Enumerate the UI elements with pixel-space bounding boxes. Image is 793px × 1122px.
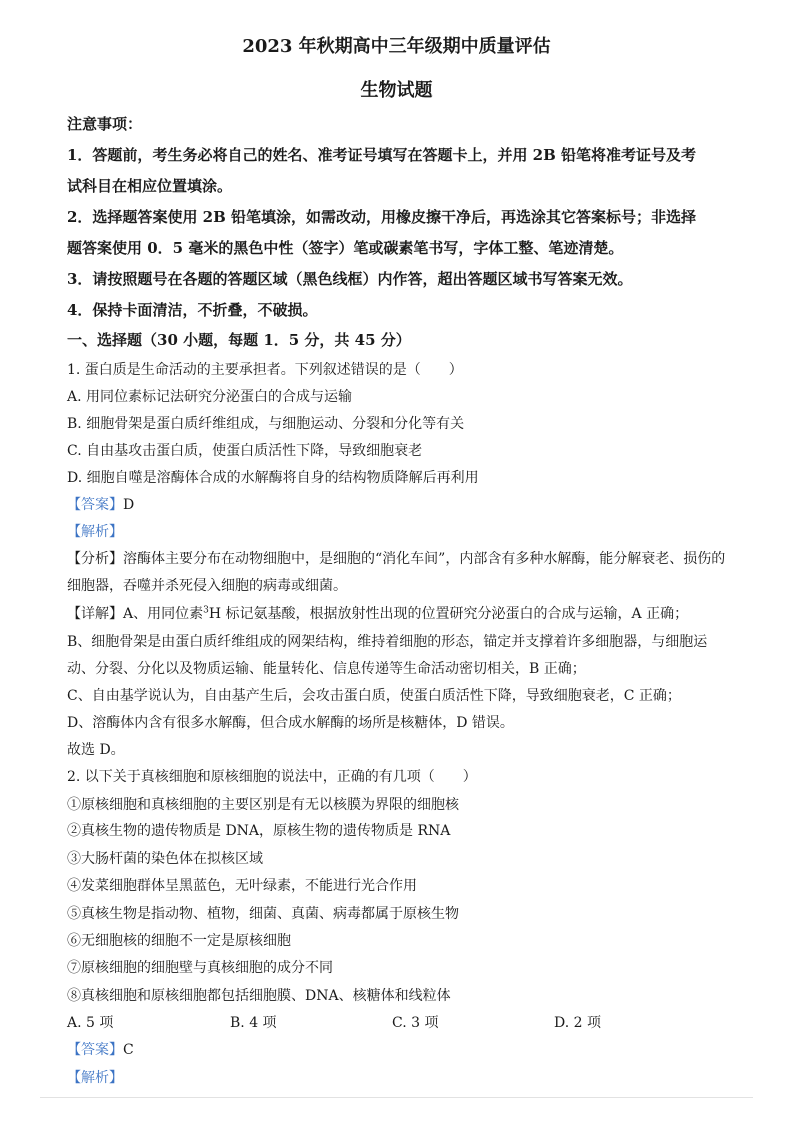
exam-title: 2023 年秋期高中三年级期中质量评估 bbox=[242, 36, 551, 57]
q2-stem: 2. 以下关于真核细胞和原核细胞的说法中，正确的有几项（ ） bbox=[67, 769, 477, 785]
notice-line: 试科目在相应位置填涂。 bbox=[67, 177, 233, 195]
notice-heading: 注意事项： bbox=[67, 115, 143, 133]
notice-line: 3．请按照题号在各题的答题区域（黑色线框）内作答，超出答题区域书写答案无效。 bbox=[67, 270, 633, 288]
answer-value: C bbox=[123, 1042, 134, 1058]
detail-text: D、溶酶体内含有很多水解酶，但合成水解酶的场所是核糖体，D 错误。 bbox=[67, 715, 514, 731]
notice-line: 4．保持卡面清洁，不折叠，不破损。 bbox=[67, 301, 318, 319]
q2-statement: ⑦原核细胞的细胞壁与真核细胞的成分不同 bbox=[67, 960, 333, 976]
answer-tag: 【答案】 bbox=[67, 497, 123, 513]
notice-line: 题答案使用 0．5 毫米的黑色中性（签字）笔或碳素笔书写，字体工整、笔迹清楚。 bbox=[67, 239, 624, 257]
detail-text: H 标记氨基酸，根据放射性出现的位置研究分泌蛋白的合成与运输，A 正确； bbox=[208, 606, 689, 622]
q1-option: B. 细胞骨架是蛋白质纤维组成，与细胞运动、分裂和分化等有关 bbox=[67, 416, 465, 432]
notice-line: 1．答题前，考生务必将自己的姓名、准考证号填写在答题卡上，并用 2B 铅笔将准考证号及考 bbox=[67, 146, 697, 164]
detail-text: 故选 D。 bbox=[67, 742, 125, 758]
q2-option-b: B. 4 项 bbox=[230, 1015, 277, 1031]
q1-analysis bbox=[67, 550, 725, 568]
analysis-label: 【分析】 bbox=[67, 551, 123, 567]
analysis-text: 溶酶体主要分布在动物细胞中，是细胞的“消化车间”，内部含有多种水解酶，能分解衰老、损伤的 bbox=[123, 551, 726, 567]
q2-statement: ②真核生物的遗传物质是 DNA，原核生物的遗传物质是 RNA bbox=[67, 823, 451, 839]
q2-statement: ④发菜细胞群体呈黑蓝色，无叶绿素，不能进行光合作用 bbox=[67, 878, 417, 894]
superscript: 3 bbox=[203, 605, 209, 616]
q1-option: C. 自由基攻击蛋白质，使蛋白质活性下降，导致细胞衰老 bbox=[67, 443, 423, 459]
analysis-text: 细胞器，吞噬并杀死侵入细胞的病毒或细菌。 bbox=[67, 578, 347, 594]
answer-tag: 【答案】 bbox=[67, 1042, 123, 1058]
section-heading: 一、选择题（30 小题，每题 1．5 分，共 45 分） bbox=[67, 331, 411, 349]
q2-statement: ①原核细胞和真核细胞的主要区别是有无以核膜为界限的细胞核 bbox=[67, 797, 459, 813]
q1-option: D. 细胞自噬是溶酶体合成的水解酶将自身的结构物质降解后再利用 bbox=[67, 470, 479, 486]
detail-text: B、细胞骨架是由蛋白质纤维组成的网架结构，维持着细胞的形态，锚定并支撑着许多细胞器，与细胞运 bbox=[67, 634, 708, 650]
q2-option-a: A. 5 项 bbox=[67, 1015, 114, 1031]
q1-detail bbox=[67, 605, 688, 623]
q2-statement: ⑧真核细胞和原核细胞都包括细胞膜、DNA、核糖体和线粒体 bbox=[67, 988, 451, 1004]
q1-answer bbox=[67, 496, 134, 514]
page-divider bbox=[40, 1097, 753, 1098]
q2-statement: ⑤真核生物是指动物、植物，细菌、真菌、病毒都属于原核生物 bbox=[67, 906, 459, 922]
detail-text: C、自由基学说认为，自由基产生后，会攻击蛋白质，使蛋白质活性下降，导致细胞衰老，C 正确； bbox=[67, 688, 681, 704]
q2-answer bbox=[67, 1041, 134, 1059]
answer-value: D bbox=[123, 497, 135, 513]
q2-statement: ③大肠杆菌的染色体在拟核区域 bbox=[67, 851, 263, 867]
q1-option: A. 用同位素标记法研究分泌蛋白的合成与运输 bbox=[67, 389, 353, 405]
q1-stem: 1. 蛋白质是生命活动的主要承担者。下列叙述错误的是（ ） bbox=[67, 362, 463, 378]
analysis-tag: 【解析】 bbox=[67, 524, 123, 540]
q2-statement: ⑥无细胞核的细胞不一定是原核细胞 bbox=[67, 933, 291, 949]
exam-subtitle: 生物试题 bbox=[360, 80, 433, 101]
detail-text: A、用同位素 bbox=[123, 606, 204, 622]
q2-option-d: D. 2 项 bbox=[554, 1015, 601, 1031]
notice-line: 2．选择题答案使用 2B 铅笔填涂，如需改动，用橡皮擦干净后，再选涂其它答案标号；非选择 bbox=[67, 208, 697, 226]
analysis-tag: 【解析】 bbox=[67, 1070, 123, 1086]
q2-option-c: C. 3 项 bbox=[392, 1015, 439, 1031]
detail-text: 动、分裂、分化以及物质运输、能量转化、信息传递等生命活动密切相关，B 正确； bbox=[67, 661, 586, 677]
detail-label: 【详解】 bbox=[67, 606, 123, 622]
